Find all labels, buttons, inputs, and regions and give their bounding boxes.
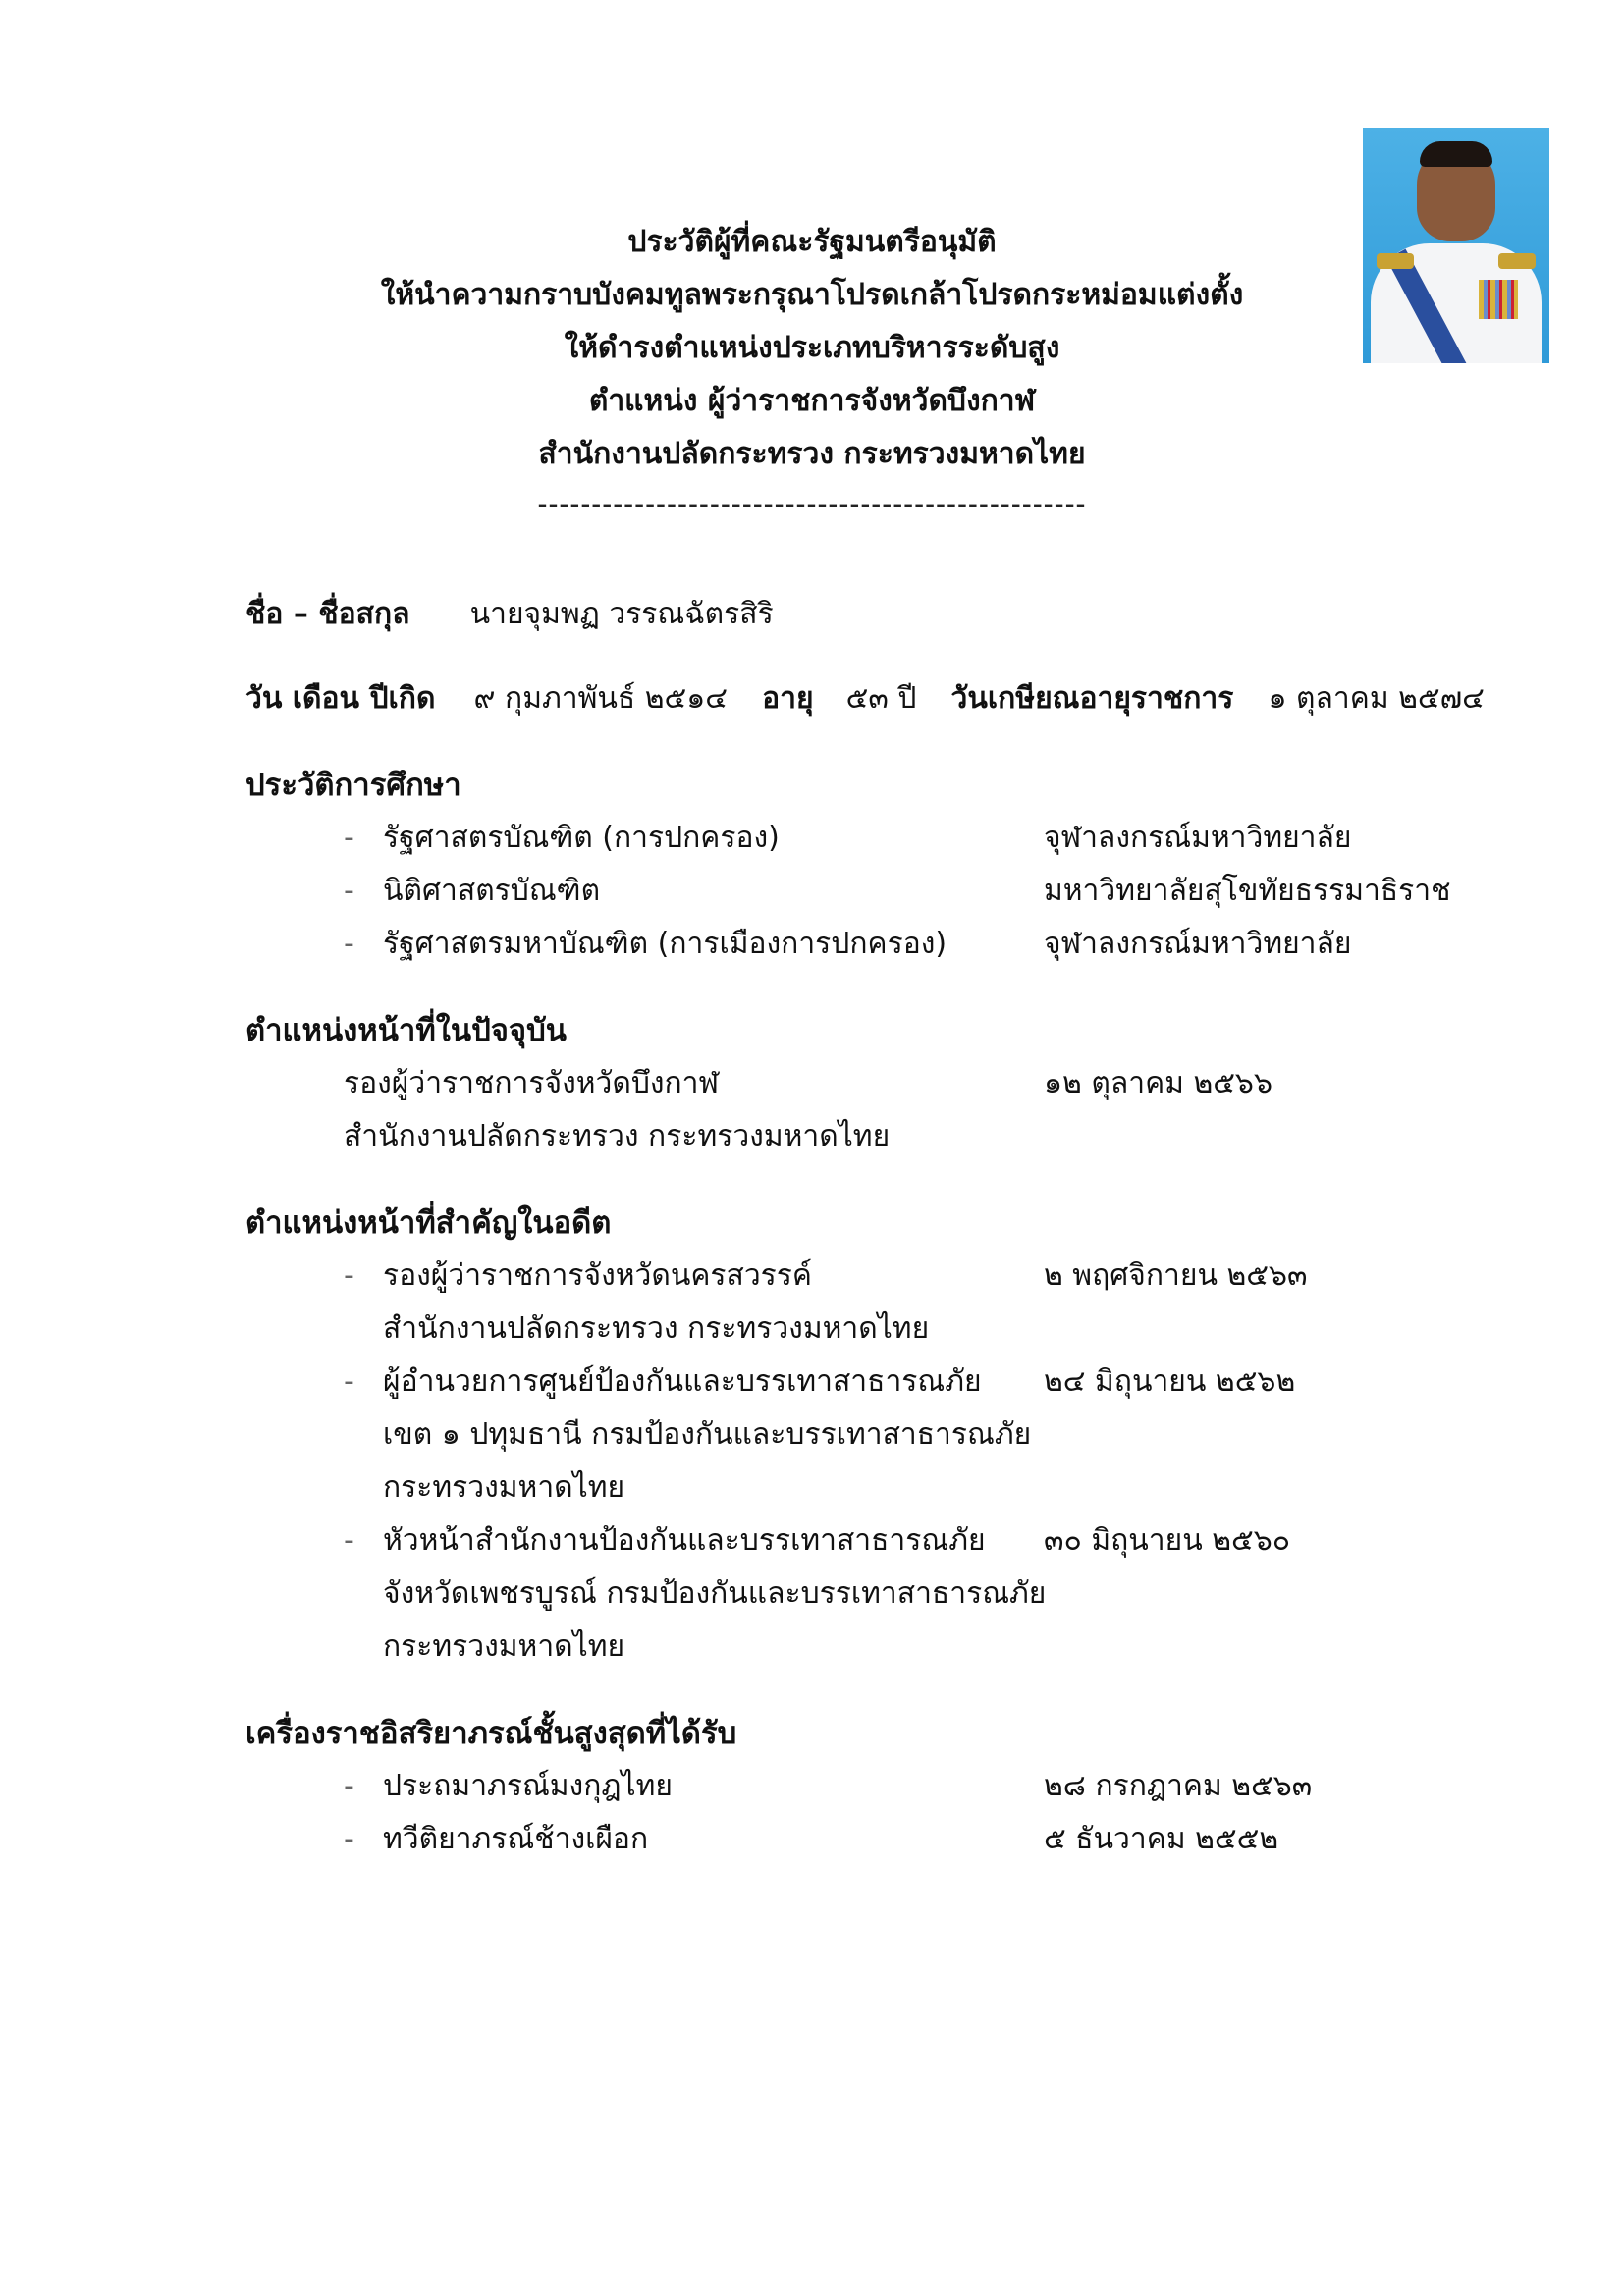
decorations-title: เครื่องราชอิสริยาภรณ์ชั้นสูงสุดที่ได้รับ [245, 1716, 737, 1751]
decoration-name-2: ทวีติยาภรณ์ช้างเผือก [383, 1822, 649, 1856]
current-position-date: ๑๒ ตุลาคม ๒๕๖๖ [1044, 1066, 1273, 1100]
past-positions-title: ตำแหน่งหน้าที่สำคัญในอดีต [245, 1205, 612, 1241]
education-dash-2: - [344, 874, 354, 908]
name-label: ชื่อ – ชื่อสกุล [245, 597, 410, 631]
heading-line-1: ประวัติผู้ที่คณะรัฐมนตรีอนุมัติ [627, 225, 997, 259]
birth-value: ๙ กุมภาพันธ์ ๒๕๑๔ [473, 681, 728, 716]
hair-shape [1420, 141, 1492, 167]
past-position-2-line-2: เขต ๑ ปทุมธานี กรมป้องกันและบรรเทาสาธารณภัย [383, 1417, 1032, 1452]
heading-line-5: สำนักงานปลัดกระทรวง กระทรวงมหาดไทย [538, 437, 1086, 471]
heading-line-2: ให้นำความกราบบังคมทูลพระกรุณาโปรดเกล้าโปรดกระหม่อมแต่งตั้ง [380, 278, 1244, 312]
past-position-1-date: ๒ พฤศจิกายน ๒๕๖๓ [1044, 1258, 1308, 1293]
past-position-dash-2: - [344, 1364, 354, 1399]
heading-divider: --------------------------------------------------- [537, 491, 1087, 518]
past-position-3-line-1: หัวหน้าสำนักงานป้องกันและบรรเทาสาธารณภัย [383, 1523, 986, 1558]
past-position-dash-1: - [344, 1258, 354, 1293]
decoration-date-1: ๒๘ กรกฎาคม ๒๕๖๓ [1044, 1769, 1313, 1803]
retire-label: วันเกษียณอายุราชการ [950, 681, 1234, 716]
decoration-date-2: ๕ ธันวาคม ๒๕๕๒ [1044, 1822, 1279, 1856]
education-degree-1: รัฐศาสตรบัณฑิต (การปกครอง) [383, 821, 780, 855]
past-position-3-line-2: จังหวัดเพชรบูรณ์ กรมป้องกันและบรรเทาสาธารณภัย [383, 1576, 1047, 1611]
document-heading [0, 216, 1624, 481]
decoration-dash-2: - [344, 1822, 354, 1856]
decoration-name-1: ประถมาภรณ์มงกุฎไทย [383, 1769, 673, 1803]
name-row [245, 589, 774, 640]
education-degree-3: รัฐศาสตรมหาบัณฑิต (การเมืองการปกครอง) [383, 927, 947, 961]
current-position-line-1: รองผู้ว่าราชการจังหวัดบึงกาฬ [344, 1066, 720, 1100]
past-position-1-line-2: สำนักงานปลัดกระทรวง กระทรวงมหาดไทย [383, 1311, 930, 1346]
education-degree-2: นิติศาสตรบัณฑิต [383, 874, 601, 908]
education-title: ประวัติการศึกษา [245, 768, 461, 803]
past-position-2-date: ๒๔ มิถุนายน ๒๕๖๒ [1044, 1364, 1296, 1399]
retire-value: ๑ ตุลาคม ๒๕๗๔ [1268, 681, 1485, 716]
decoration-dash-1: - [344, 1769, 354, 1803]
birth-row [245, 673, 1485, 724]
past-position-1-line-1: รองผู้ว่าราชการจังหวัดนครสวรรค์ [383, 1258, 812, 1293]
education-dash-3: - [344, 927, 354, 961]
education-institution-2: มหาวิทยาลัยสุโขทัยธรรมาธิราช [1044, 874, 1451, 908]
current-position-title: ตำแหน่งหน้าที่ในปัจจุบัน [245, 1013, 567, 1048]
past-position-3-line-3: กระทรวงมหาดไทย [383, 1629, 625, 1664]
heading-line-3: ให้ดำรงตำแหน่งประเภทบริหารระดับสูง [564, 331, 1060, 365]
name-value: นายจุมพฏ วรรณฉัตรสิริ [469, 597, 774, 631]
birth-label: วัน เดือน ปีเกิด [245, 681, 436, 716]
age-value: ๕๓ ปี [845, 681, 917, 716]
education-institution-3: จุฬาลงกรณ์มหาวิทยาลัย [1044, 927, 1352, 961]
education-institution-1: จุฬาลงกรณ์มหาวิทยาลัย [1044, 821, 1352, 855]
past-position-2-line-3: กระทรวงมหาดไทย [383, 1470, 625, 1505]
current-position-line-2: สำนักงานปลัดกระทรวง กระทรวงมหาดไทย [344, 1119, 891, 1153]
heading-line-4: ตำแหน่ง ผู้ว่าราชการจังหวัดบึงกาฬ [588, 384, 1036, 418]
past-position-2-line-1: ผู้อำนวยการศูนย์ป้องกันและบรรเทาสาธารณภัย [383, 1364, 982, 1399]
education-dash-1: - [344, 821, 354, 855]
past-position-3-date: ๓๐ มิถุนายน ๒๕๖๐ [1044, 1523, 1291, 1558]
past-position-dash-3: - [344, 1523, 354, 1558]
age-label: อายุ [762, 681, 814, 716]
